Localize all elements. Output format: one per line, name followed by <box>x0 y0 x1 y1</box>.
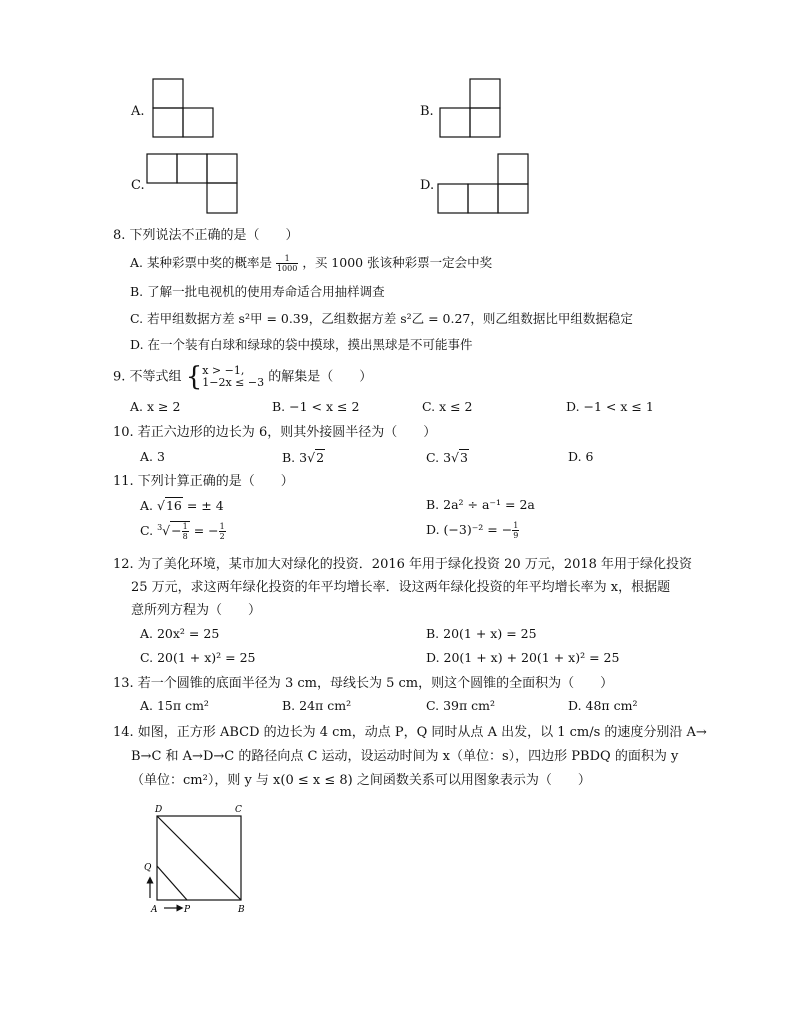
q7-option-c-label: C. <box>131 178 145 193</box>
q7b-square-3 <box>470 108 500 137</box>
q13-option-b: B. 24π cm² <box>282 698 352 713</box>
q10-option-b <box>282 449 325 465</box>
q8-fraction-denominator: 1000 <box>276 264 298 273</box>
q7d-square-1 <box>498 154 528 184</box>
q11-option-d <box>426 521 519 540</box>
q10-option-d: D. 6 <box>568 449 594 464</box>
q10-option-b-radicand: 2 <box>316 450 325 465</box>
label-q: Q <box>144 863 152 873</box>
q7d-square-2 <box>438 184 468 213</box>
q7c-square-3 <box>207 154 237 183</box>
q11-radicand-numerator: 1 <box>182 522 188 531</box>
q9-stem-post: 的解集是（ ） <box>268 369 373 385</box>
q7-option-d-label: D. <box>420 178 435 193</box>
q7c-square-2 <box>177 154 207 183</box>
q11-radicand-fraction <box>182 522 189 541</box>
q8-option-d: D. 在一个装有白球和绿球的袋中摸球，摸出黑球是不可能事件 <box>130 337 473 352</box>
q13-option-a: A. 15π cm² <box>140 698 209 713</box>
q7-option-a-figure <box>150 77 216 139</box>
q7d-square-3 <box>468 184 498 213</box>
label-a: A <box>151 905 158 915</box>
q8-stem: 8. 下列说法不正确的是（ ） <box>113 228 299 243</box>
q12-line3: 意所列方程为（ ） <box>131 603 262 618</box>
label-b: B <box>238 905 245 915</box>
q14-square-figure <box>142 800 254 920</box>
q7a-square-3 <box>183 108 213 137</box>
q12-line1: 12. 为了美化环境，某市加大对绿化的投资．2016 年用于绿化投资 20 万元，2018 年用于绿化投资 <box>113 557 693 572</box>
label-p: P <box>184 905 191 915</box>
q13-option-c: C. 39π cm² <box>426 698 496 713</box>
q7c-square-1 <box>147 154 177 183</box>
q11-option-c-pre: C. <box>140 523 154 538</box>
q10-option-c-pre: C. 3 <box>426 450 452 465</box>
sqrt-sign: √ <box>451 450 459 465</box>
q12-option-d: D. 20(1 + x) + 20(1 + x)² = 25 <box>426 650 620 665</box>
q9-stem-pre: 9. 不等式组 <box>113 369 182 385</box>
q7-option-d-figure <box>436 152 532 216</box>
sqrt-sign: √ <box>307 450 316 465</box>
sqrt-sign: √ <box>162 523 171 538</box>
q11-option-d-pre: D. (−3)⁻² = − <box>426 522 513 537</box>
q11-radicand-denominator: 8 <box>182 532 188 541</box>
q7-option-a-label: A. <box>131 104 145 119</box>
q11-result-denominator: 2 <box>219 532 225 541</box>
q8-option-a-pre: A. 某种彩票中奖的概率是 <box>130 255 272 270</box>
q11-result-fraction <box>219 522 226 541</box>
q7b-square-2 <box>440 108 470 137</box>
q11-option-a <box>140 497 224 513</box>
q8-option-c: C. 若甲组数据方差 s²甲 = 0.39，乙组数据方差 s²乙 = 0.27，则乙组数据比甲组数据稳定 <box>130 311 633 326</box>
q7d-square-4 <box>498 184 528 213</box>
q10-option-c <box>426 449 469 465</box>
q9-system-line2: 1−2x ≤ −3 <box>202 376 265 389</box>
q11-option-c-mid: = − <box>189 523 219 538</box>
q11-option-c <box>140 521 226 541</box>
q7c-square-4 <box>207 183 237 213</box>
q7a-square-2 <box>153 108 183 137</box>
q7b-square-1 <box>470 79 500 108</box>
q10-option-a: A. 3 <box>140 449 165 464</box>
q8-fraction-numerator: 1 <box>276 254 298 264</box>
q10-option-b-pre: B. 3 <box>282 450 308 465</box>
q14-line2: B→C 和 A→D→C 的路径向点 C 运动，设运动时间为 x（单位：s），四边形 PBDQ 的面积为 y <box>131 749 679 764</box>
q8-option-a <box>130 253 492 273</box>
q7-option-b-label: B. <box>420 104 434 119</box>
q11-d-numerator: 1 <box>513 521 519 530</box>
q9-option-a: A. x ≥ 2 <box>130 399 181 414</box>
sqrt-sign: √ <box>157 498 165 513</box>
diagonal-db <box>157 816 241 900</box>
q8-option-a-post: ，买 1000 张该种彩票一定会中奖 <box>302 255 493 270</box>
q12-line2: 25 万元，求这两年绿化投资的年平均增长率．设这两年绿化投资的年平均增长率为 x，根据题 <box>131 580 671 595</box>
q8-option-b: B. 了解一批电视机的使用寿命适合用抽样调查 <box>130 284 385 299</box>
q11-option-b: B. 2a² ÷ a⁻¹ = 2a <box>426 497 535 512</box>
label-d: D <box>155 805 163 815</box>
q7a-square-1 <box>153 79 183 108</box>
q12-option-b: B. 20(1 + x) = 25 <box>426 626 537 641</box>
q9-brace: { <box>185 362 203 392</box>
q7-option-c-figure <box>145 152 241 216</box>
q11-option-a-radicand: 16 <box>165 498 182 513</box>
q11-option-a-post: = ± 4 <box>182 498 224 513</box>
q9-option-c: C. x ≤ 2 <box>422 399 473 414</box>
q14-line3: （单位：cm²），则 y 与 x(0 ≤ x ≤ 8) 之间函数关系可以用图象表示为（ ） <box>131 773 591 788</box>
q9-option-d: D. −1 < x ≤ 1 <box>566 399 654 414</box>
q10-stem: 10. 若正六边形的边长为 6，则其外接圆半径为（ ） <box>113 425 437 440</box>
q12-option-c: C. 20(1 + x)² = 25 <box>140 650 256 665</box>
q7-option-b-figure <box>437 77 503 139</box>
q9-system <box>202 365 264 389</box>
q9-system-line1: x > −1, <box>202 364 245 377</box>
q12-option-a: A. 20x² = 25 <box>140 626 220 641</box>
q11-option-d-fraction <box>512 521 519 540</box>
q13-option-d: D. 48π cm² <box>568 698 638 713</box>
q13-stem: 13. 若一个圆锥的底面半径为 3 cm，母线长为 5 cm，则这个圆锥的全面积为（ ） <box>113 676 614 691</box>
q11-root-index: 3 <box>157 522 163 532</box>
q9-stem <box>113 364 372 390</box>
q10-option-c-radicand: 3 <box>460 450 468 465</box>
q11-d-denominator: 9 <box>513 531 519 540</box>
segment-pq <box>157 866 187 900</box>
q11-result-numerator: 1 <box>219 522 225 531</box>
q8-option-a-fraction <box>276 254 298 273</box>
q11-option-c-radicand: − $\frac{1}{8}$ <box>171 522 188 541</box>
q14-line1: 14. 如图，正方形 ABCD 的边长为 4 cm，动点 P，Q 同时从点 A 出发，以 1 cm/s 的速度分别沿 A→ <box>113 725 707 740</box>
q11-option-a-pre: A. <box>140 498 154 513</box>
label-c: C <box>235 805 242 815</box>
q11-stem: 11. 下列计算正确的是（ ） <box>113 474 294 489</box>
q9-option-b: B. −1 < x ≤ 2 <box>272 399 360 414</box>
